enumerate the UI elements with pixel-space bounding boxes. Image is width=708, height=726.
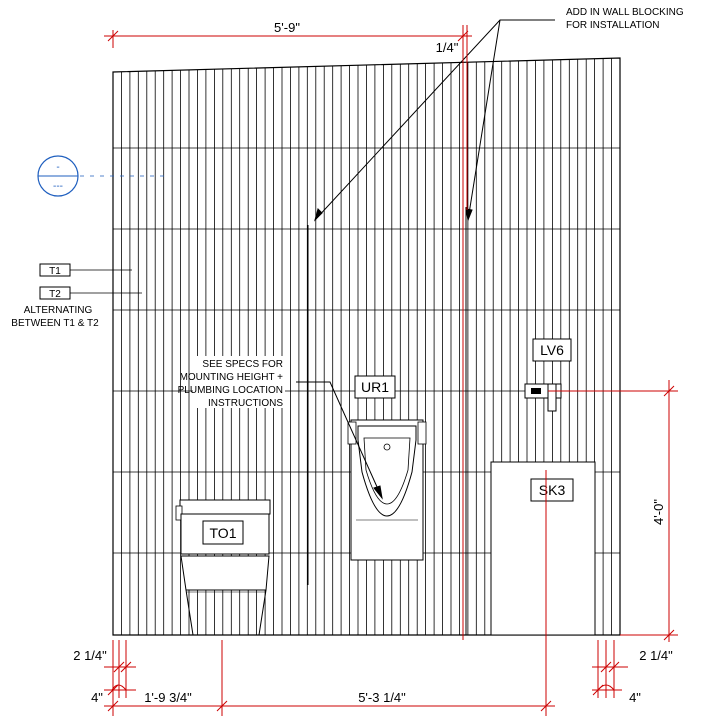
alternating-note-line2: BETWEEN T1 & T2 <box>11 318 99 329</box>
dim-sink-center: 5'-3 1/4" <box>358 690 406 705</box>
elevation-marker-bottom: --- <box>53 181 63 192</box>
urinal-fixture <box>348 420 426 560</box>
t2-tag: T2 <box>49 289 61 300</box>
dim-right-small: 4" <box>629 690 641 705</box>
blocking-note-line1: ADD IN WALL BLOCKING <box>566 7 684 18</box>
specs-note-line4: INSTRUCTIONS <box>208 398 283 409</box>
dim-left-toilet-center: 1'-9 3/4" <box>144 690 192 705</box>
alternating-note-line1: ALTERNATING <box>23 305 93 316</box>
specs-note-line1: SEE SPECS FOR <box>202 359 283 370</box>
sk3-tag: SK3 <box>538 482 566 498</box>
dim-overall-width: 5'-9" <box>274 20 300 35</box>
dim-left-gap: 2 1/4" <box>73 648 107 663</box>
dim-left-small: 4" <box>91 690 103 705</box>
dim-right-gap: 2 1/4" <box>639 648 673 663</box>
blocking-note-line2: FOR INSTALLATION <box>566 20 660 31</box>
to1-tag: TO1 <box>209 525 237 541</box>
t1-tag: T1 <box>49 266 61 277</box>
specs-note-line3: PLUMBING LOCATION <box>177 385 283 396</box>
dim-top-offset: 1/4" <box>435 40 459 55</box>
ur1-tag: UR1 <box>360 379 390 395</box>
dim-sink-height: 4'-0" <box>651 499 666 525</box>
elevation-marker-top: - <box>56 162 60 173</box>
lv6-tag: LV6 <box>540 342 564 358</box>
specs-note-line2: MOUNTING HEIGHT + <box>179 372 283 383</box>
